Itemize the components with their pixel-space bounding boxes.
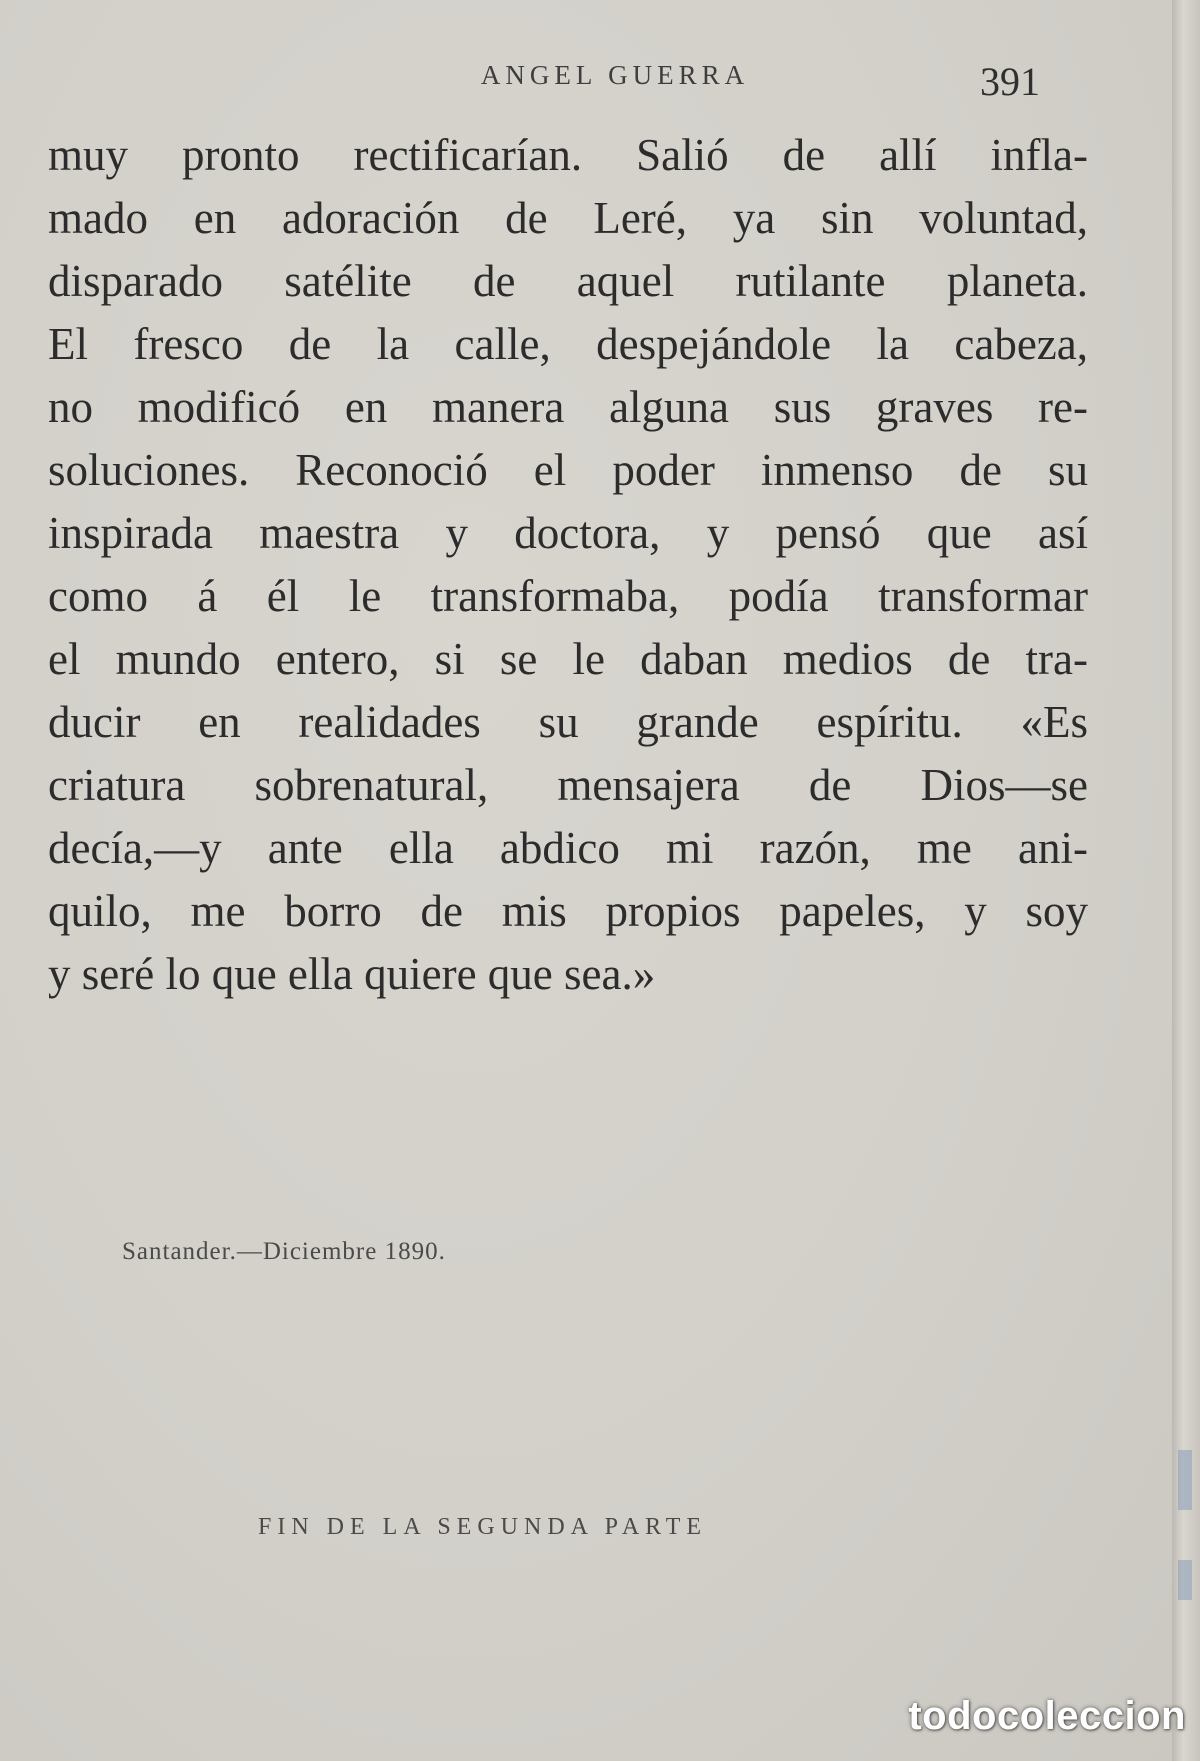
text-line: no modificó en manera alguna sus graves re- (48, 382, 1088, 432)
colophon: FIN DE LA SEGUNDA PARTE (258, 1514, 708, 1540)
text-line: y seré lo que ella quiere que sea.» (48, 949, 656, 999)
running-title: ANGEL GUERRA (480, 60, 750, 90)
page-edge-mark (1178, 1450, 1192, 1510)
text-line: criatura sobrenatural, mensajera de Dios—se (48, 760, 1088, 810)
text-line: muy pronto rectificarían. Salió de allí infla- (48, 130, 1088, 180)
text-line: El fresco de la calle, despejándole la cabeza, (48, 319, 1088, 369)
text-line: inspirada maestra y doctora, y pensó que así (48, 508, 1088, 558)
text-line: decía,—y ante ella abdico mi razón, me ani- (48, 823, 1088, 873)
page-number: 391 (980, 59, 1040, 104)
running-head (60, 58, 1040, 108)
text-line: mado en adoración de Leré, ya sin voluntad, (48, 193, 1088, 243)
text-line: como á él le transformaba, podía transformar (48, 571, 1088, 621)
text-line: disparado satélite de aquel rutilante planeta. (48, 256, 1088, 306)
watermark-logo: todocoleccion (908, 1694, 1186, 1738)
text-line: quilo, me borro de mis propios papeles, y soy (48, 886, 1088, 936)
page-edge-mark (1178, 1560, 1192, 1600)
text-line: el mundo entero, si se le daban medios de tra- (48, 634, 1088, 684)
body-text (48, 124, 1088, 1006)
dateline: Santander.—Diciembre 1890. (122, 1238, 446, 1265)
text-line: soluciones. Reconoció el poder inmenso de su (48, 445, 1088, 495)
text-line: ducir en realidades su grande espíritu. «Es (48, 697, 1088, 747)
